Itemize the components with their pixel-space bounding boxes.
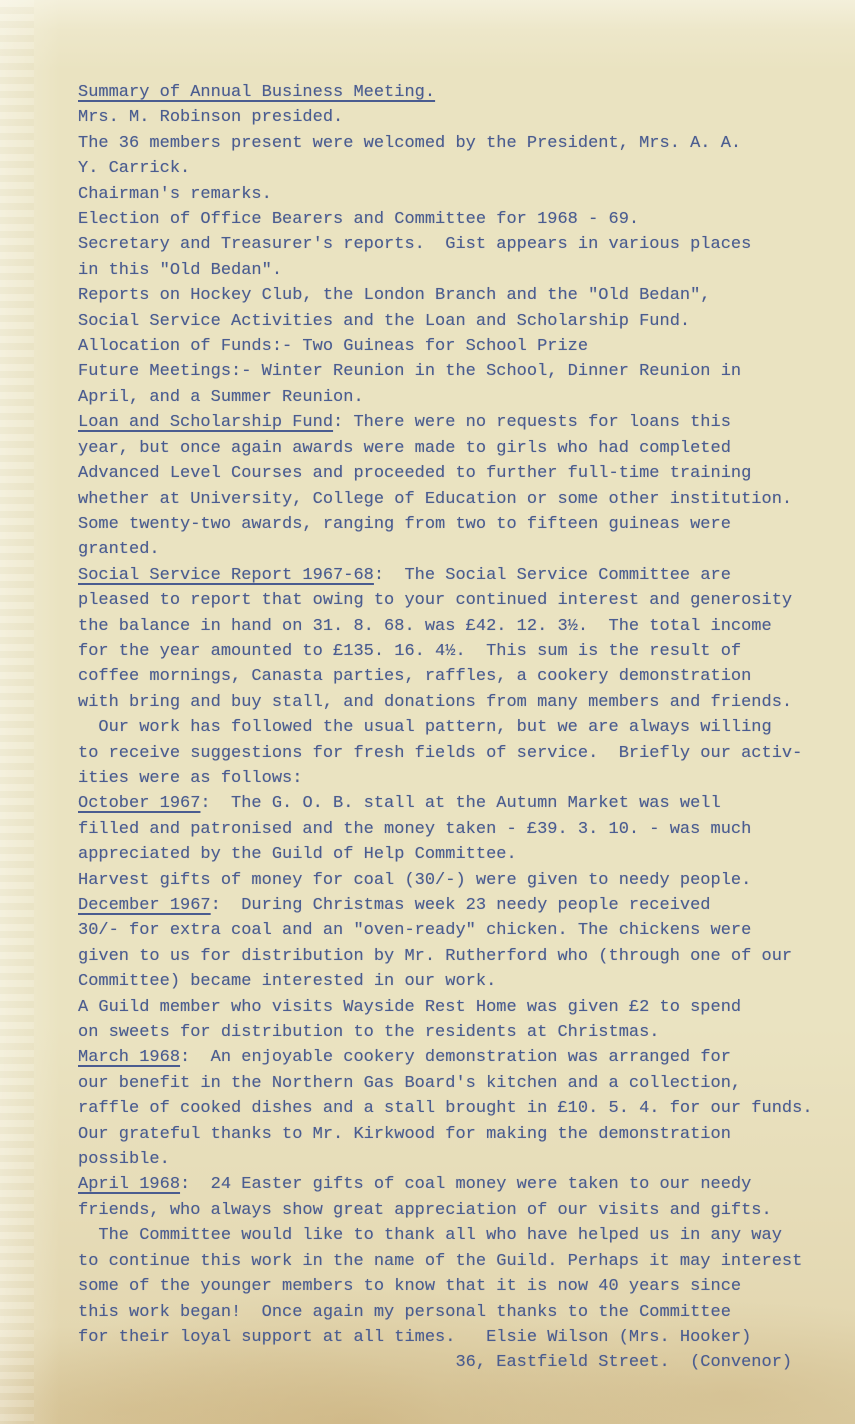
- line-text: 36, Eastfield Street. (Convenor): [78, 1353, 793, 1373]
- line-text: April, and a Summer Reunion.: [78, 387, 364, 407]
- underlined-heading: Social Service Report 1967-68: [78, 565, 374, 585]
- line-text: ities were as follows:: [78, 768, 303, 788]
- line-text: in this "Old Bedan".: [78, 260, 283, 280]
- text-line: [78, 410, 813, 435]
- text-line: [78, 1325, 813, 1350]
- line-text: Our work has followed the usual pattern, but we are always willing: [78, 718, 772, 738]
- line-text: Election of Office Bearers and Committee for 1968 - 69.: [78, 210, 640, 230]
- text-line: [78, 1020, 813, 1045]
- line-text: with bring and buy stall, and donations from many members and friends.: [78, 692, 793, 712]
- text-line: [78, 1249, 813, 1274]
- text-line: [78, 1045, 813, 1070]
- text-line: [78, 1223, 813, 1248]
- line-text: Social Service Activities and the Loan and Scholarship Fund.: [78, 311, 691, 331]
- line-text: : An enjoyable cookery demonstration was arranged for: [180, 1048, 731, 1068]
- line-text: : The Social Service Committee are: [373, 565, 731, 585]
- line-text: raffle of cooked dishes and a stall brought in £10. 5. 4. for our funds.: [78, 1099, 813, 1119]
- line-text: some of the younger members to know that it is now 40 years since: [78, 1277, 742, 1297]
- text-line: [78, 664, 813, 689]
- text-line: [78, 1274, 813, 1299]
- line-text: friends, who always show great appreciation of our visits and gifts.: [78, 1200, 772, 1220]
- line-text: Harvest gifts of money for coal (30/-) were given to needy people.: [78, 870, 752, 890]
- text-line: [78, 614, 813, 639]
- text-line: [78, 80, 813, 105]
- text-line: [78, 1071, 813, 1096]
- line-text: Some twenty-two awards, ranging from two to fifteen guineas were: [78, 514, 731, 534]
- text-line: [78, 563, 813, 588]
- text-line: [78, 690, 813, 715]
- text-line: [78, 588, 813, 613]
- line-text: to continue this work in the name of the Guild. Perhaps it may interest: [78, 1251, 803, 1271]
- text-line: [78, 969, 813, 994]
- text-line: [78, 232, 813, 257]
- text-line: [78, 512, 813, 537]
- text-line: [78, 842, 813, 867]
- text-line: [78, 487, 813, 512]
- typewritten-text-block: [78, 80, 813, 1376]
- text-line: [78, 715, 813, 740]
- text-line: [78, 741, 813, 766]
- text-line: [78, 309, 813, 334]
- underlined-heading: October 1967: [78, 794, 201, 814]
- text-line: [78, 283, 813, 308]
- underlined-heading: December 1967: [78, 896, 211, 915]
- text-line: [78, 1096, 813, 1121]
- line-text: the balance in hand on 31. 8. 68. was £42. 12. 3½. The total income: [78, 616, 772, 636]
- text-line: [78, 207, 813, 232]
- line-text: coffee mornings, Canasta parties, raffles, a cookery demonstration: [78, 667, 752, 687]
- line-text: for their loyal support at all times. Elsie Wilson (Mrs. Hooker): [78, 1327, 752, 1347]
- text-line: [78, 131, 813, 156]
- text-line: [78, 156, 813, 181]
- line-text: pleased to report that owing to your continued interest and generosity: [78, 591, 793, 611]
- text-line: [78, 258, 813, 283]
- line-text: our benefit in the Northern Gas Board's kitchen and a collection,: [78, 1073, 742, 1093]
- line-text: Committee) became interested in our work.: [78, 972, 497, 992]
- text-line: [78, 944, 813, 969]
- line-text: year, but once again awards were made to girls who had completed: [78, 438, 731, 458]
- line-text: The 36 members present were welcomed by the President, Mrs. A. A.: [78, 133, 742, 153]
- line-text: : During Christmas week 23 needy people received: [210, 896, 711, 915]
- line-text: The Committee would like to thank all who have helped us in any way: [78, 1226, 782, 1246]
- text-line: [78, 385, 813, 410]
- text-line: [78, 1172, 813, 1197]
- line-text: this work began! Once again my personal thanks to the Committee: [78, 1302, 731, 1322]
- line-text: Advanced Level Courses and proceeded to further full-time training: [78, 464, 752, 484]
- line-text: Y. Carrick.: [78, 159, 191, 179]
- line-text: Secretary and Treasurer's reports. Gist appears in various places: [78, 235, 752, 255]
- line-text: whether at University, College of Education or some other institution.: [78, 489, 793, 509]
- line-text: Mrs. M. Robinson presided.: [78, 108, 344, 128]
- line-text: : There were no requests for loans this: [333, 413, 731, 433]
- line-text: granted.: [78, 540, 160, 560]
- line-text: : 24 Easter gifts of coal money were taken to our needy: [180, 1175, 752, 1195]
- text-line: [78, 1198, 813, 1223]
- text-line: [78, 1122, 813, 1147]
- underlined-heading: March 1968: [78, 1048, 181, 1068]
- line-text: on sweets for distribution to the residents at Christmas.: [78, 1023, 660, 1043]
- line-text: A Guild member who visits Wayside Rest Home was given £2 to spend: [78, 997, 742, 1017]
- text-line: [78, 537, 813, 562]
- line-text: Chairman's remarks.: [78, 184, 272, 204]
- line-text: 30/- for extra coal and an "oven-ready" chicken. The chickens were: [78, 921, 752, 941]
- line-text: filled and patronised and the money taken - £39. 3. 10. - was much: [78, 819, 752, 839]
- line-text: appreciated by the Guild of Help Committee.: [78, 845, 517, 865]
- text-line: [78, 868, 813, 893]
- line-text: Reports on Hockey Club, the London Branch and the "Old Bedan",: [78, 286, 711, 306]
- text-line: [78, 766, 813, 791]
- underlined-heading: April 1968: [78, 1175, 181, 1195]
- text-line: [78, 436, 813, 461]
- line-text: : The G. O. B. stall at the Autumn Market was well: [200, 794, 721, 814]
- underlined-heading: Summary of Annual Business Meeting.: [78, 83, 436, 102]
- text-line: [78, 817, 813, 842]
- text-line: [78, 1147, 813, 1172]
- text-line: [78, 639, 813, 664]
- text-line: [78, 995, 813, 1020]
- text-line: [78, 334, 813, 359]
- text-line: [78, 359, 813, 384]
- text-line: [78, 918, 813, 943]
- underlined-heading: Loan and Scholarship Fund: [78, 413, 334, 433]
- line-text: to receive suggestions for fresh fields of service. Briefly our activ-: [78, 743, 803, 763]
- text-line: [78, 1300, 813, 1325]
- line-text: Allocation of Funds:- Two Guineas for School Prize: [78, 337, 589, 357]
- line-text: for the year amounted to £135. 16. 4½. This sum is the result of: [78, 641, 742, 661]
- line-text: possible.: [78, 1150, 170, 1170]
- text-line: [78, 182, 813, 207]
- text-line: [78, 461, 813, 486]
- text-line: [78, 791, 813, 816]
- line-text: given to us for distribution by Mr. Rutherford who (through one of our: [78, 946, 793, 966]
- text-line: [78, 105, 813, 130]
- text-line: [78, 1350, 813, 1375]
- line-text: Our grateful thanks to Mr. Kirkwood for making the demonstration: [78, 1124, 731, 1144]
- line-text: Future Meetings:- Winter Reunion in the School, Dinner Reunion in: [78, 362, 742, 382]
- text-line: [78, 893, 813, 918]
